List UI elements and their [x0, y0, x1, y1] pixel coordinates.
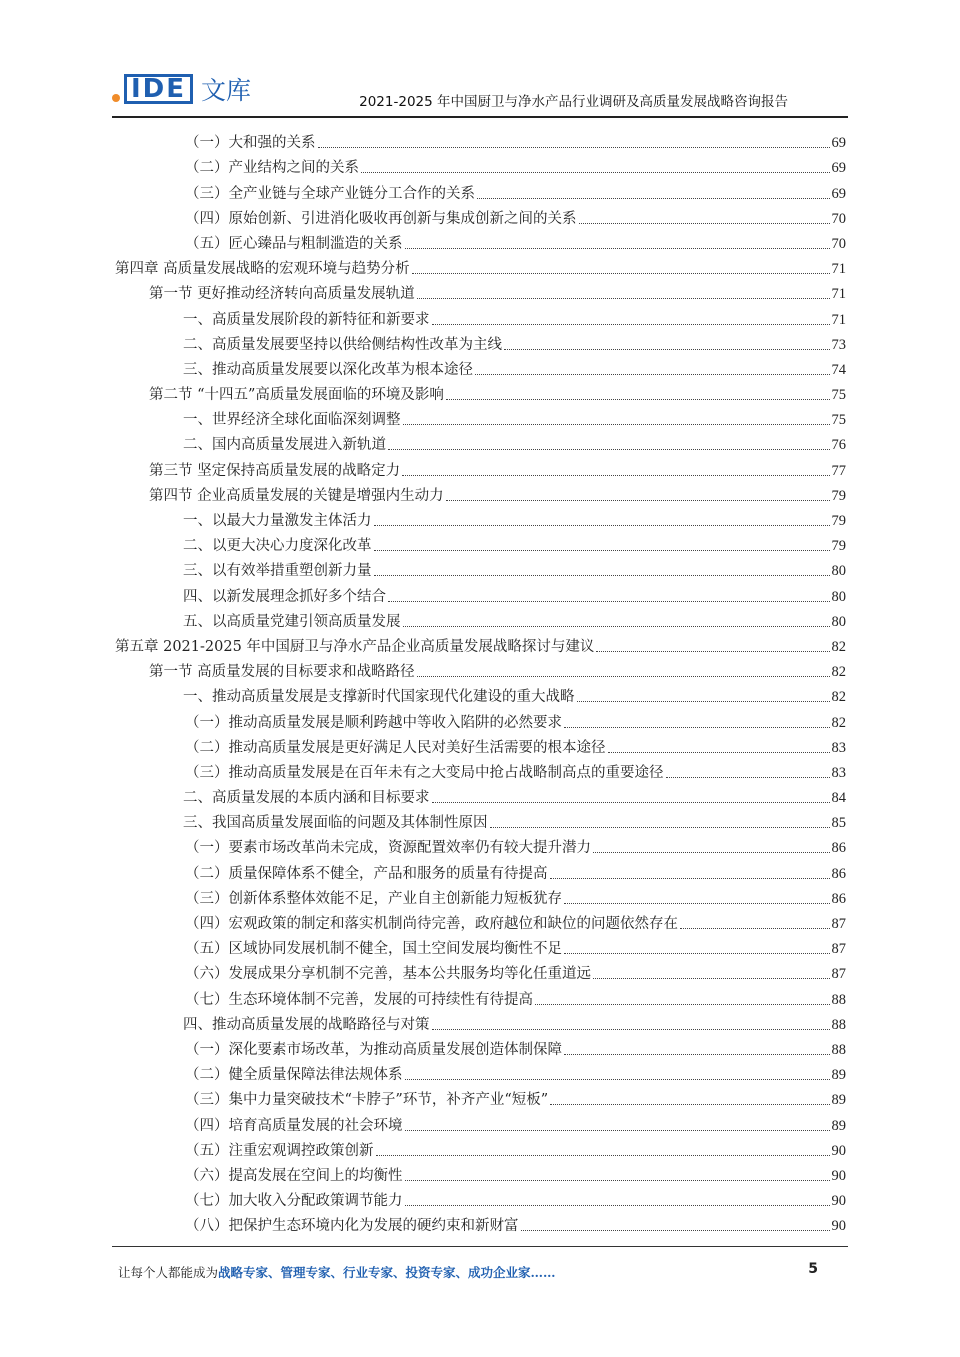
- toc-entry-page: 83: [831, 764, 846, 781]
- toc-entry-page: 86: [831, 865, 846, 882]
- toc-entry-title: （二）健全质量保障法律法规体系: [185, 1067, 403, 1084]
- toc-entry[interactable]: [115, 303, 846, 328]
- toc-entry[interactable]: [115, 404, 846, 429]
- toc-leader-dots: [405, 1130, 830, 1131]
- toc-entry-page: 90: [831, 1142, 846, 1159]
- toc-leader-dots: [412, 273, 830, 274]
- toc-entry-title: 第四节 企业高质量发展的关键是增强内生动力: [149, 487, 444, 504]
- toc-entry-page: 74: [831, 361, 846, 378]
- toc-entry[interactable]: [115, 1059, 846, 1084]
- toc-leader-dots: [405, 1205, 830, 1206]
- toc-entry[interactable]: [115, 329, 846, 354]
- toc-entry-page: 83: [831, 739, 846, 756]
- toc-entry[interactable]: [115, 656, 846, 681]
- toc-entry-page: 87: [831, 966, 846, 983]
- toc-entry[interactable]: [115, 127, 846, 152]
- logo-text: 文库: [201, 76, 252, 105]
- toc-entry-title: （四）原始创新、引进消化吸收再创新与集成创新之间的关系: [185, 210, 577, 227]
- toc-leader-dots: [666, 777, 830, 778]
- toc-entry-page: 70: [831, 235, 846, 252]
- toc-entry-page: 86: [831, 840, 846, 857]
- toc-entry-page: 71: [831, 311, 846, 328]
- toc-entry[interactable]: [115, 782, 846, 807]
- toc-entry-title: 二、国内高质量发展进入新轨道: [183, 437, 386, 454]
- toc-entry-title: （三）全产业链与全球产业链分工合作的关系: [185, 185, 475, 202]
- toc-entry[interactable]: [115, 832, 846, 857]
- toc-leader-dots: [374, 575, 830, 576]
- toc-leader-dots: [402, 475, 829, 476]
- toc-entry-title: 四、以新发展理念抓好多个结合: [183, 588, 386, 605]
- toc-entry-title: 二、以更大决心力度深化改革: [183, 538, 372, 555]
- toc-entry-page: 82: [831, 689, 846, 706]
- toc-entry-page: 90: [831, 1167, 846, 1184]
- toc-entry-page: 77: [831, 462, 846, 479]
- toc-leader-dots: [388, 601, 830, 602]
- logo-dot: [112, 94, 120, 102]
- toc-entry-page: 88: [831, 991, 846, 1008]
- toc-leader-dots: [593, 978, 830, 979]
- toc-entry[interactable]: [115, 1135, 846, 1160]
- toc-leader-dots: [318, 147, 830, 148]
- toc-entry-title: 二、高质量发展要坚持以供给侧结构性改革为主线: [183, 336, 502, 353]
- toc-leader-dots: [403, 424, 830, 425]
- toc-leader-dots: [564, 953, 830, 954]
- toc-entry[interactable]: [115, 555, 846, 580]
- toc-entry[interactable]: [115, 1160, 846, 1185]
- toc-leader-dots: [550, 1104, 829, 1105]
- toc-leader-dots: [680, 928, 830, 929]
- toc-entry-title: （四）培育高质量发展的社会环境: [185, 1117, 403, 1134]
- toc-entry[interactable]: [115, 278, 846, 303]
- toc-leader-dots: [564, 727, 830, 728]
- footer-highlight: 战略专家、管理专家、行业专家、投资专家、成功企业家……: [218, 1265, 556, 1280]
- logo: [112, 72, 251, 106]
- toc-entry-title: 第四章 高质量发展战略的宏观环境与趋势分析: [115, 261, 410, 278]
- toc-entry-title: （三）推动高质量发展是在百年未有之大变局中抢占战略制高点的重要途径: [185, 764, 664, 781]
- toc-entry-page: 90: [831, 1193, 846, 1210]
- toc-entry[interactable]: [115, 757, 846, 782]
- toc-entry-title: 三、我国高质量发展面临的问题及其体制性原因: [183, 815, 488, 832]
- toc-leader-dots: [405, 1180, 830, 1181]
- toc-leader-dots: [475, 374, 830, 375]
- toc-entry-page: 79: [831, 538, 846, 555]
- toc-leader-dots: [504, 349, 830, 350]
- toc-leader-dots: [521, 1230, 830, 1231]
- toc-entry-page: 87: [831, 916, 846, 932]
- report-title: 2021-2025 年中国厨卫与净水产品行业调研及高质量发展战略咨询报告: [359, 94, 788, 110]
- toc-entry-title: 第一节 高质量发展的目标要求和战略路径: [149, 664, 415, 681]
- toc-entry-page: 88: [831, 1041, 846, 1058]
- toc-entry-title: （六）提高发展在空间上的均衡性: [185, 1167, 403, 1184]
- toc-entry-title: 第五章 2021-2025 年中国厨卫与净水产品企业高质量发展战略探讨与建议: [115, 638, 595, 655]
- toc-leader-dots: [405, 248, 830, 249]
- toc-entry-title: 第二节 “十四五”高质量发展面临的环境及影响: [149, 387, 444, 404]
- toc-entry-page: 79: [831, 487, 846, 504]
- toc-entry-title: （五）匠心臻品与粗制滥造的关系: [185, 235, 403, 252]
- toc-entry[interactable]: [115, 203, 846, 228]
- toc-leader-dots: [608, 752, 830, 753]
- toc-entry[interactable]: [115, 530, 846, 555]
- toc-leader-dots: [374, 525, 830, 526]
- toc-entry-title: 三、推动高质量发展要以深化改革为根本途径: [183, 361, 473, 378]
- toc-entry-page: 71: [831, 261, 846, 278]
- toc-entry-title: 三、以有效举措重塑创新力量: [183, 563, 372, 580]
- toc-leader-dots: [417, 676, 830, 677]
- toc-leader-dots: [596, 651, 829, 652]
- toc-leader-dots: [432, 802, 830, 803]
- toc-entry[interactable]: [115, 908, 846, 933]
- toc-entry-title: 一、推动高质量发展是支撑新时代国家现代化建设的重大战略: [183, 689, 575, 706]
- toc-entry-title: （三）集中力量突破技术“卡脖子”环节，补齐产业“短板”: [185, 1092, 549, 1109]
- toc-leader-dots: [403, 626, 830, 627]
- toc-entry[interactable]: [115, 983, 846, 1008]
- toc-entry-page: 90: [831, 1218, 846, 1235]
- toc-entry-title: （一）推动高质量发展是顺利跨越中等收入陷阱的必然要求: [185, 714, 562, 731]
- toc-leader-dots: [593, 852, 830, 853]
- toc-entry-page: 70: [831, 210, 846, 227]
- toc-entry[interactable]: [115, 580, 846, 605]
- toc-leader-dots: [550, 878, 830, 879]
- toc-entry-page: 89: [831, 1117, 846, 1134]
- toc-entry-page: 85: [831, 815, 846, 832]
- toc-entry-title: 二、高质量发展的本质内涵和目标要求: [183, 790, 430, 807]
- toc-entry[interactable]: [115, 454, 846, 479]
- toc-entry-title: （五）区域协同发展机制不健全，国土空间发展均衡性不足: [185, 941, 562, 958]
- toc-leader-dots: [405, 1079, 830, 1080]
- toc-entry-page: 75: [831, 412, 846, 429]
- toc-entry-page: 82: [831, 714, 846, 731]
- toc-entry-page: 82: [831, 664, 846, 681]
- toc-entry-title: （八）把保护生态环境内化为发展的硬约束和新财富: [185, 1218, 519, 1235]
- logo-mark: IDE: [124, 74, 193, 104]
- toc-entry-page: 79: [831, 513, 846, 529]
- toc-leader-dots: [477, 198, 830, 199]
- toc-leader-dots: [446, 500, 830, 501]
- toc-entry[interactable]: [115, 883, 846, 908]
- toc-entry[interactable]: [115, 354, 846, 379]
- toc-entry[interactable]: [115, 1109, 846, 1134]
- toc-entry[interactable]: [115, 253, 846, 278]
- toc-leader-dots: [535, 1004, 830, 1005]
- toc-leader-dots: [374, 550, 830, 551]
- toc-entry[interactable]: [115, 177, 846, 202]
- toc-entry-title: （二）质量保障体系不健全，产品和服务的质量有待提高: [185, 865, 548, 882]
- toc-leader-dots: [432, 324, 830, 325]
- toc-entry[interactable]: [115, 933, 846, 958]
- toc-leader-dots: [361, 172, 830, 173]
- toc-leader-dots: [490, 827, 830, 828]
- toc-entry-page: 89: [831, 1067, 846, 1084]
- toc-entry[interactable]: [115, 631, 846, 656]
- footer-slogan: [118, 1263, 556, 1281]
- toc-entry[interactable]: [115, 228, 846, 253]
- toc-entry-title: （四）宏观政策的制定和落实机制尚待完善，政府越位和缺位的问题依然存在: [185, 916, 678, 932]
- toc-entry-title: （一）深化要素市场改革，为推动高质量发展创造体制保障: [185, 1041, 562, 1058]
- toc-entry-title: （三）创新体系整体效能不足，产业自主创新能力短板犹存: [185, 890, 562, 907]
- page-number: 5: [808, 1261, 818, 1277]
- toc-entry[interactable]: [115, 732, 846, 757]
- page-footer: [112, 1246, 848, 1280]
- toc-entry-title: （二）推动高质量发展是更好满足人民对美好生活需要的根本途径: [185, 739, 606, 756]
- toc-entry-page: 69: [831, 135, 846, 152]
- toc-entry[interactable]: [115, 152, 846, 177]
- toc-entry-page: 76: [831, 437, 846, 454]
- toc-entry-title: （七）加大收入分配政策调节能力: [185, 1193, 403, 1210]
- toc-entry-title: 第一节 更好推动经济转向高质量发展轨道: [149, 286, 415, 303]
- toc-entry-page: 88: [831, 1016, 846, 1033]
- toc-leader-dots: [579, 223, 830, 224]
- toc-entry[interactable]: [115, 1185, 846, 1210]
- toc-entry-page: 80: [831, 613, 846, 630]
- toc-leader-dots: [376, 1155, 830, 1156]
- toc-leader-dots: [564, 1054, 830, 1055]
- toc-entry-title: 第三节 坚定保持高质量发展的战略定力: [149, 462, 401, 479]
- toc-entry-title: 四、推动高质量发展的战略路径与对策: [183, 1016, 430, 1033]
- toc-leader-dots: [417, 298, 830, 299]
- toc-entry-title: （六）发展成果分享机制不完善，基本公共服务均等化任重道远: [185, 966, 591, 983]
- toc-entry-title: 一、以最大力量激发主体活力: [183, 513, 372, 529]
- toc-entry-page: 86: [831, 890, 846, 907]
- toc-entry-page: 73: [831, 336, 846, 353]
- toc-entry-page: 82: [831, 638, 846, 655]
- toc-entry[interactable]: [115, 857, 846, 882]
- toc-entry-title: 一、世界经济全球化面临深刻调整: [183, 412, 401, 429]
- footer-prefix: 让每个人都能成为: [118, 1265, 219, 1280]
- page-header: [112, 60, 848, 118]
- toc-entry[interactable]: [115, 606, 846, 631]
- toc-entry-page: 89: [831, 1092, 846, 1109]
- toc-entry[interactable]: [115, 1009, 846, 1034]
- toc-entry[interactable]: [115, 1084, 846, 1109]
- toc-entry-page: 75: [831, 387, 846, 404]
- toc-entry[interactable]: [115, 1210, 846, 1235]
- toc-entry-title: （二）产业结构之间的关系: [185, 160, 359, 177]
- toc-entry[interactable]: [115, 379, 846, 404]
- toc-entry-page: 69: [831, 160, 846, 177]
- toc-entry-page: 69: [831, 185, 846, 202]
- toc-entry[interactable]: [115, 958, 846, 983]
- toc-entry[interactable]: [115, 429, 846, 454]
- toc-entry-page: 71: [831, 286, 846, 303]
- toc-entry-title: 五、以高质量党建引领高质量发展: [183, 613, 401, 630]
- toc-entry-page: 84: [831, 790, 846, 807]
- toc-entry[interactable]: [115, 505, 846, 530]
- toc-entry[interactable]: [115, 681, 846, 706]
- table-of-contents: [115, 127, 846, 1235]
- toc-entry-page: 80: [831, 588, 846, 605]
- toc-leader-dots: [432, 1029, 830, 1030]
- toc-entry-title: （五）注重宏观调控政策创新: [185, 1142, 374, 1159]
- toc-leader-dots: [564, 903, 830, 904]
- toc-entry[interactable]: [115, 807, 846, 832]
- toc-leader-dots: [577, 701, 830, 702]
- toc-leader-dots: [388, 449, 830, 450]
- toc-entry-title: （七）生态环境体制不完善，发展的可持续性有待提高: [185, 991, 533, 1008]
- toc-entry[interactable]: [115, 1034, 846, 1059]
- toc-entry[interactable]: [115, 706, 846, 731]
- toc-entry[interactable]: [115, 480, 846, 505]
- toc-entry-page: 80: [831, 563, 846, 580]
- toc-leader-dots: [446, 399, 830, 400]
- toc-entry-title: （一）大和强的关系: [185, 135, 316, 152]
- toc-entry-title: （一）要素市场改革尚未完成，资源配置效率仍有较大提升潜力: [185, 840, 591, 857]
- toc-entry-title: 一、高质量发展阶段的新特征和新要求: [183, 311, 430, 328]
- toc-entry-page: 87: [831, 941, 846, 958]
